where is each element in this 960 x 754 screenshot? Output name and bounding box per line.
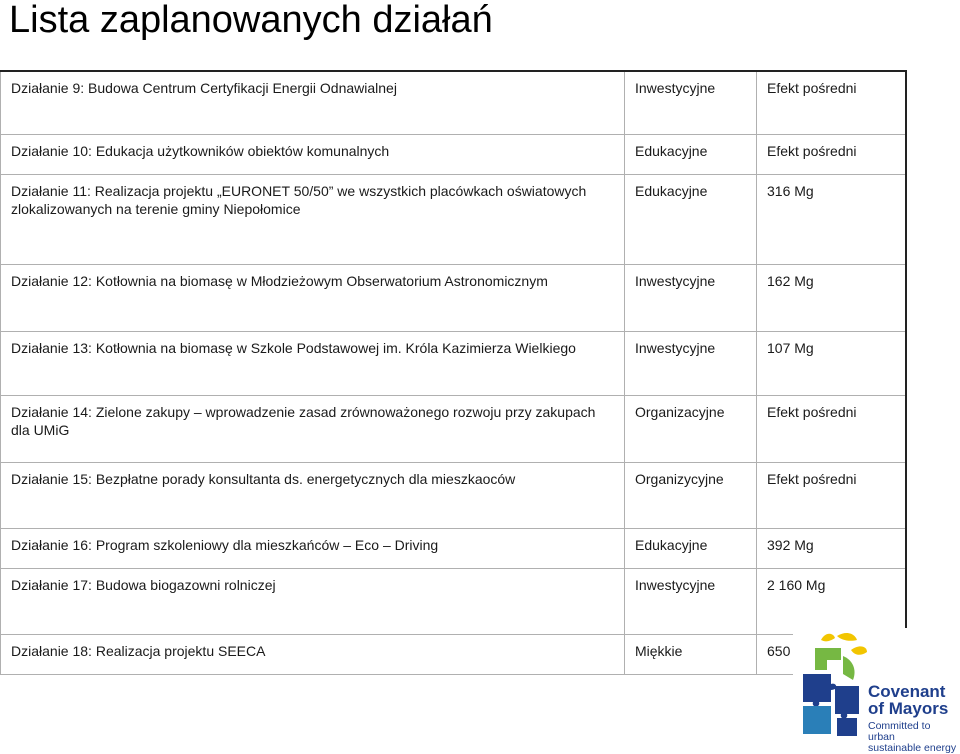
table-row: [1, 568, 906, 634]
effect-cell: [757, 331, 906, 395]
covenant-of-mayors-logo: [793, 628, 960, 754]
effect-text: Efekt pośredni: [767, 80, 857, 96]
action-cell: [1, 528, 625, 568]
type-cell: [625, 331, 757, 395]
action-text: Działanie 9: Budowa Centrum Certyfikacji Energii Odnawialnej: [11, 80, 397, 96]
type-cell: [625, 174, 757, 264]
type-text: Inwestycyjne: [635, 80, 716, 96]
action-cell: [1, 71, 625, 134]
effect-text: 2 160 Mg: [767, 576, 826, 593]
logo-tagline-1: Committed to urban: [868, 720, 931, 743]
type-text: Organizacyjne: [635, 403, 725, 420]
action-text: Działanie 14: Zielone zakupy – wprowadzenie zasad zrównoważonego rozwoju przy zakupach dla UMiG: [11, 403, 596, 438]
effect-text: Efekt pośredni: [767, 403, 857, 420]
action-text: Działanie 16: Program szkoleniowy dla mieszkańców – Eco – Driving: [11, 536, 439, 553]
type-cell: [625, 264, 757, 331]
action-text: Działanie 12: Kotłownia na biomasę w Młodzieżowym Obserwatorium Astronomicznym: [11, 272, 548, 289]
page-title: Lista zaplanowanych działań: [9, 0, 493, 41]
effect-cell: [757, 71, 906, 134]
logo-line2: of Mayors: [868, 699, 949, 718]
effect-text: Efekt pośredni: [767, 142, 857, 159]
type-cell: [625, 134, 757, 174]
effect-cell: [757, 134, 906, 174]
table-row: [1, 134, 906, 174]
table-row: [1, 395, 906, 462]
type-cell: [625, 71, 757, 134]
effect-cell: [757, 528, 906, 568]
table-row: [1, 264, 906, 331]
effect-text: Efekt pośredni: [767, 470, 857, 487]
type-cell: [625, 634, 757, 674]
effect-text: 392 Mg: [767, 536, 814, 553]
action-cell: [1, 331, 625, 395]
type-text: Edukacyjne: [635, 536, 708, 553]
effect-cell: [757, 568, 906, 634]
effect-text: 650: [767, 642, 791, 659]
type-cell: [625, 395, 757, 462]
logo-tagline: [868, 721, 960, 754]
logo-name: [868, 683, 948, 717]
table-row: [1, 462, 906, 528]
table-row: [1, 174, 906, 264]
effect-cell: [757, 264, 906, 331]
effect-text: 107 Mg: [767, 339, 814, 356]
action-text: Działanie 13: Kotłownia na biomasę w Szkole Podstawowej im. Króla Kazimierza Wielkiego: [11, 339, 576, 356]
table-row: [1, 528, 906, 568]
effect-text: 316 Mg: [767, 182, 814, 199]
action-cell: [1, 395, 625, 462]
effect-text: 162 Mg: [767, 272, 814, 289]
action-cell: [1, 568, 625, 634]
type-text: Edukacyjne: [635, 182, 708, 199]
type-text: Inwestycyjne: [635, 272, 716, 289]
action-text: Działanie 10: Edukacja użytkowników obiektów komunalnych: [11, 142, 390, 159]
effect-cell: [757, 395, 906, 462]
type-text: Inwestycyjne: [635, 339, 716, 356]
action-text: Działanie 15: Bezpłatne porady konsultanta ds. energetycznych dla mieszkaoców: [11, 470, 516, 487]
action-cell: [1, 264, 625, 331]
covenant-of-mayors-emblem-icon: [797, 630, 867, 745]
type-cell: [625, 568, 757, 634]
action-cell: [1, 174, 625, 264]
action-text: Działanie 18: Realizacja projektu SEECA: [11, 642, 266, 659]
effect-cell: [757, 462, 906, 528]
action-cell: [1, 462, 625, 528]
table-row: [1, 634, 906, 674]
type-cell: [625, 528, 757, 568]
type-text: Edukacyjne: [635, 142, 708, 159]
logo-line1: Covenant: [868, 682, 946, 701]
effect-cell: [757, 174, 906, 264]
table-row: [1, 71, 906, 134]
actions-table: [0, 70, 907, 675]
action-cell: [1, 134, 625, 174]
table-row: [1, 331, 906, 395]
type-text: Miękkie: [635, 642, 683, 659]
type-text: Organizycyjne: [635, 470, 724, 487]
action-cell: [1, 634, 625, 674]
logo-tagline-2: sustainable energy: [868, 742, 957, 754]
type-cell: [625, 462, 757, 528]
action-text: Działanie 11: Realizacja projektu „EURONET 50/50” we wszystkich placówkach oświatowych zlokalizowanych na terenie gminy Niepołomice: [11, 182, 587, 217]
type-text: Inwestycyjne: [635, 576, 716, 593]
action-text: Działanie 17: Budowa biogazowni rolniczej: [11, 576, 276, 593]
